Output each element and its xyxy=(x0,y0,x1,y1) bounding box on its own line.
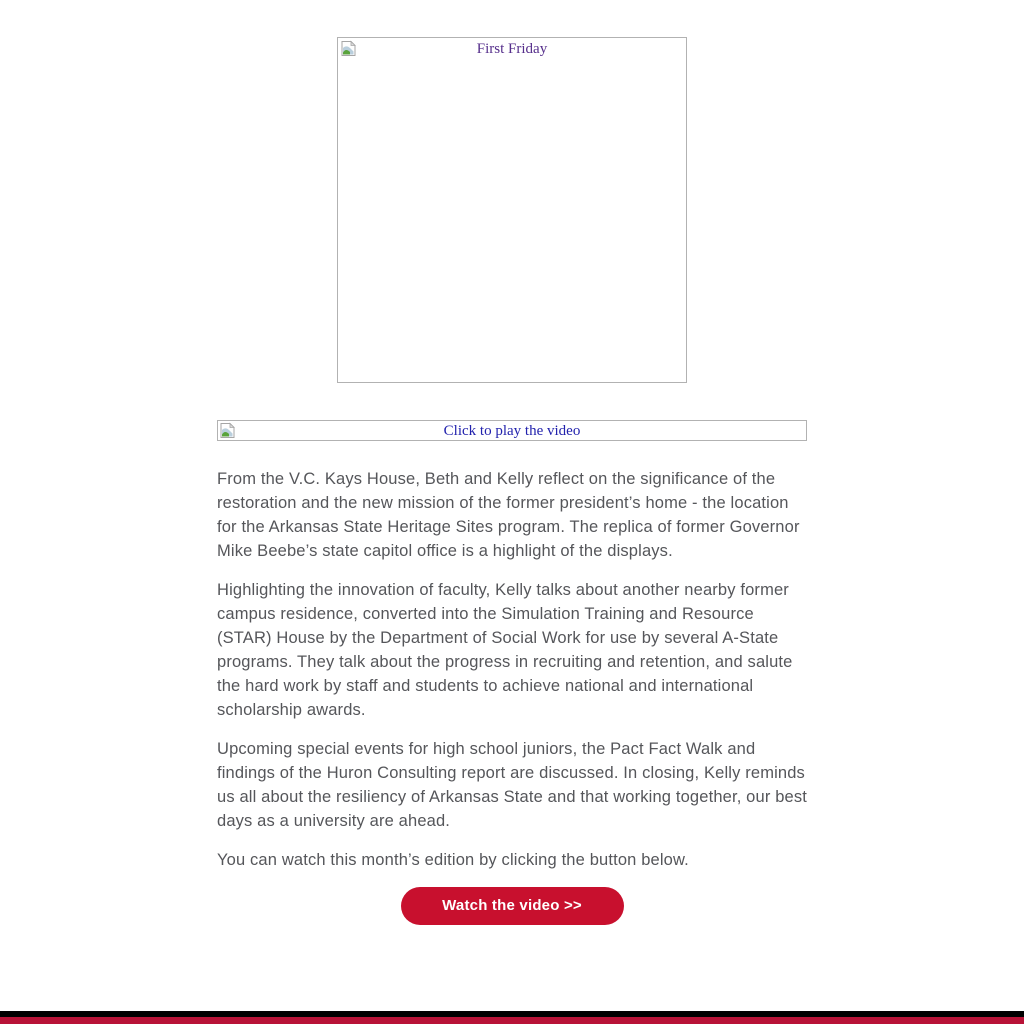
first-friday-image-placeholder[interactable] xyxy=(337,37,687,383)
newsletter-content xyxy=(217,37,807,925)
paragraph-star-house: Highlighting the innovation of faculty, Kelly talks about another nearby former campus residence, converted into the Simulation Training and Resource (STAR) House by the Department of Social Work for use by several A-State programs. They talk about the progress in recruiting and retention, and salute the hard work by staff and students to achieve national and international scholarship awards. xyxy=(217,581,793,719)
paragraph-upcoming-events: Upcoming special events for high school juniors, the Pact Fact Walk and findings of the Huron Consulting report are discussed. In closing, Kelly reminds us all about the resiliency of Arkansas State and that working together, our best days as a university are ahead. xyxy=(217,740,807,830)
video-banner-placeholder[interactable] xyxy=(217,420,807,441)
paragraph-watch-note: You can watch this month’s edition by clicking the button below. xyxy=(217,851,689,869)
footer-red-bar xyxy=(0,1017,1024,1024)
watch-video-button[interactable]: Watch the video >> xyxy=(401,887,624,925)
first-friday-alt-text: First Friday xyxy=(476,41,548,57)
paragraph-kays-house: From the V.C. Kays House, Beth and Kelly reflect on the significance of the restoration and the new mission of the former president’s home - the location for the Arkansas State Heritage Sites program. The replica of former Governor Mike Beebe’s state capitol office is a highlight of the displays. xyxy=(217,470,800,560)
video-banner-alt-text: Click to play the video xyxy=(443,423,581,439)
article-body xyxy=(217,467,807,872)
